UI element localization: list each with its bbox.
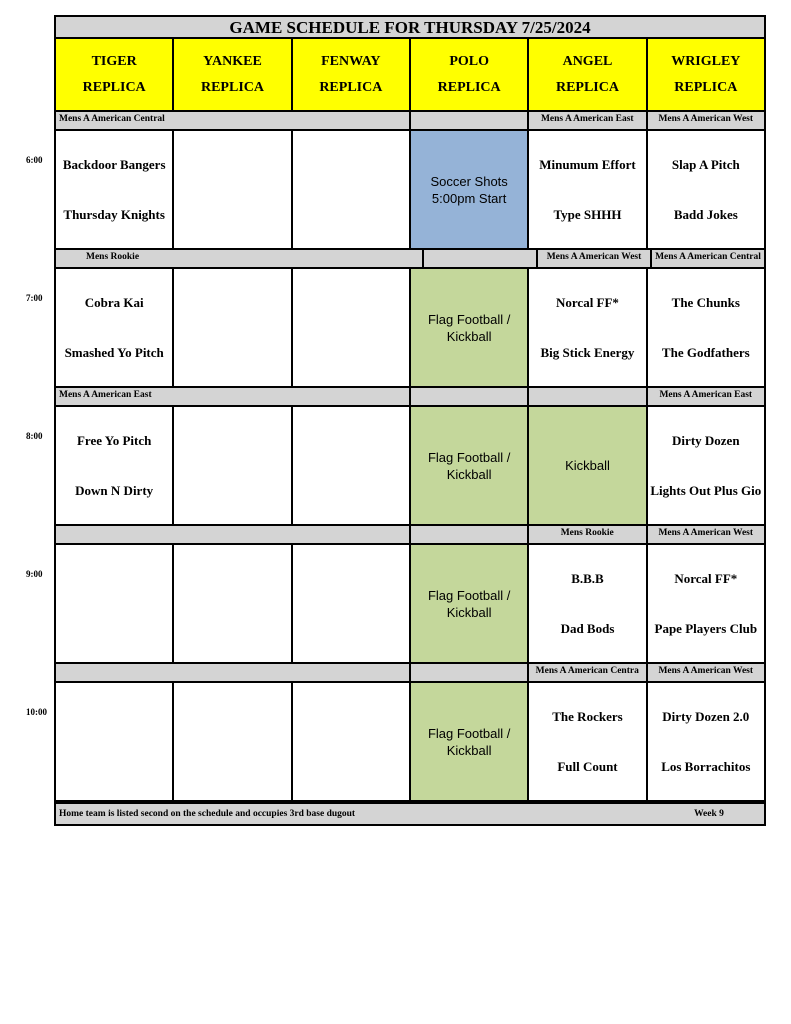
division-row [54, 388, 766, 405]
away-team: Dirty Dozen 2.0 [662, 708, 750, 724]
game-cell-angel [529, 131, 647, 248]
field-sub: REPLICA [555, 79, 619, 95]
schedule-sheet [26, 15, 766, 826]
division-row [54, 664, 766, 681]
event-label: Kickball [565, 458, 610, 473]
time-slot [26, 405, 766, 526]
division-label: Mens A American East [648, 388, 765, 405]
field-sub: REPLICA [82, 79, 146, 95]
division-label: Mens A American Central [56, 112, 411, 129]
away-team: The Chunks [671, 294, 740, 310]
division-label: Mens A American West [538, 250, 652, 267]
game-cell-wrigley [648, 683, 764, 800]
game-cell-wrigley [648, 131, 764, 248]
home-team: Smashed Yo Pitch [64, 345, 164, 361]
time-slot [26, 129, 766, 250]
division-label [411, 388, 530, 405]
field-angel [529, 39, 647, 110]
game-cell-angel [529, 407, 647, 524]
away-team: Slap A Pitch [671, 156, 740, 172]
field-sub: REPLICA [674, 79, 738, 95]
division-label: Mens A American East [56, 388, 411, 405]
division-label: Mens A American Centra [529, 664, 648, 681]
field-sub: REPLICA [200, 79, 264, 95]
field-yankee [174, 39, 292, 110]
field-sub: REPLICA [319, 79, 383, 95]
away-team: Norcal FF* [556, 294, 619, 310]
game-cell-yankee [174, 683, 292, 800]
game-cell-angel [529, 269, 647, 386]
field-name: TIGER [91, 53, 137, 69]
field-wrigley [648, 39, 764, 110]
division-label [529, 388, 648, 405]
game-cell-yankee [174, 407, 292, 524]
game-cell-tiger [56, 545, 174, 662]
time-slot [26, 267, 766, 388]
footer-note: Home team is listed second on the schedule and occupies 3rd base dugout [59, 809, 356, 819]
home-team: Type SHHH [553, 207, 622, 223]
event-label: Flag Football / Kickball [427, 311, 511, 344]
division-label: Mens A American West [648, 526, 765, 543]
field-name: ANGEL [562, 53, 613, 69]
division-label [424, 250, 538, 267]
field-name: FENWAY [321, 53, 381, 69]
home-team: Badd Jokes [673, 207, 738, 223]
event-label: Flag Football / Kickball [427, 449, 511, 482]
home-team: Thursday Knights [63, 207, 165, 223]
game-cell-wrigley [648, 545, 764, 662]
game-cell-tiger [56, 131, 174, 248]
field-sub: REPLICA [437, 79, 501, 95]
division-label [56, 664, 411, 681]
home-team: Pape Players Club [654, 621, 758, 637]
game-cell-polo [411, 545, 529, 662]
division-row [54, 112, 766, 129]
field-header-row [54, 39, 766, 112]
division-label [411, 664, 530, 681]
event-label: Flag Football / Kickball [427, 725, 511, 758]
game-cell-polo [411, 407, 529, 524]
away-team: Backdoor Bangers [62, 156, 166, 172]
game-cell-polo [411, 131, 529, 248]
away-team: Minumum Effort [539, 156, 636, 172]
game-cell-yankee [174, 269, 292, 386]
division-label [411, 112, 530, 129]
time-label: 6:00 [26, 155, 43, 165]
time-label: 10:00 [26, 707, 47, 717]
away-team: Dirty Dozen [672, 432, 740, 448]
home-team: Down N Dirty [75, 483, 154, 499]
time-slot [26, 543, 766, 664]
field-name: POLO [449, 53, 489, 69]
field-fenway [293, 39, 411, 110]
game-cell-fenway [293, 545, 411, 662]
game-cell-fenway [293, 683, 411, 800]
away-team: Free Yo Pitch [76, 432, 152, 448]
field-polo [411, 39, 529, 110]
game-cell-tiger [56, 683, 174, 800]
game-cell-fenway [293, 407, 411, 524]
division-row [54, 526, 766, 543]
division-label: Mens Rookie [56, 250, 424, 267]
division-label: Mens A American Central [652, 250, 764, 267]
game-cell-fenway [293, 269, 411, 386]
field-name: YANKEE [203, 53, 262, 69]
event-label: Flag Football / Kickball [427, 587, 511, 620]
game-cell-yankee [174, 131, 292, 248]
game-cell-tiger [56, 407, 174, 524]
division-label: Mens Rookie [529, 526, 648, 543]
division-label: Mens A American East [529, 112, 648, 129]
game-cell-angel [529, 683, 647, 800]
game-cell-wrigley [648, 407, 764, 524]
time-label: 7:00 [26, 293, 43, 303]
home-team: The Godfathers [661, 345, 750, 361]
time-slot [26, 681, 766, 802]
game-cell-angel [529, 545, 647, 662]
time-label: 8:00 [26, 431, 43, 441]
game-cell-fenway [293, 131, 411, 248]
game-cell-wrigley [648, 269, 764, 386]
division-label: Mens A American West [648, 112, 765, 129]
event-label: Soccer Shots 5:00pm Start [430, 173, 508, 206]
game-cell-polo [411, 269, 529, 386]
away-team: The Rockers [552, 708, 623, 724]
schedule-title: GAME SCHEDULE FOR THURSDAY 7/25/2024 [54, 15, 766, 39]
home-team: Los Borrachitos [661, 759, 751, 775]
home-team: Big Stick Energy [540, 345, 635, 361]
away-team: Cobra Kai [84, 294, 144, 310]
game-cell-yankee [174, 545, 292, 662]
home-team: Dad Bods [560, 621, 615, 637]
week-label: Week 9 [694, 809, 724, 819]
division-label [56, 526, 411, 543]
game-cell-tiger [56, 269, 174, 386]
schedule-footer [54, 802, 766, 826]
division-row [54, 250, 766, 267]
field-tiger [56, 39, 174, 110]
home-team: Lights Out Plus Gio [650, 483, 762, 499]
field-name: WRIGLEY [671, 53, 741, 69]
game-cell-polo [411, 683, 529, 800]
division-label [411, 526, 530, 543]
away-team: B.B.B [571, 570, 604, 586]
away-team: Norcal FF* [674, 570, 738, 586]
time-label: 9:00 [26, 569, 43, 579]
division-label: Mens A American West [648, 664, 765, 681]
home-team: Full Count [557, 759, 618, 775]
